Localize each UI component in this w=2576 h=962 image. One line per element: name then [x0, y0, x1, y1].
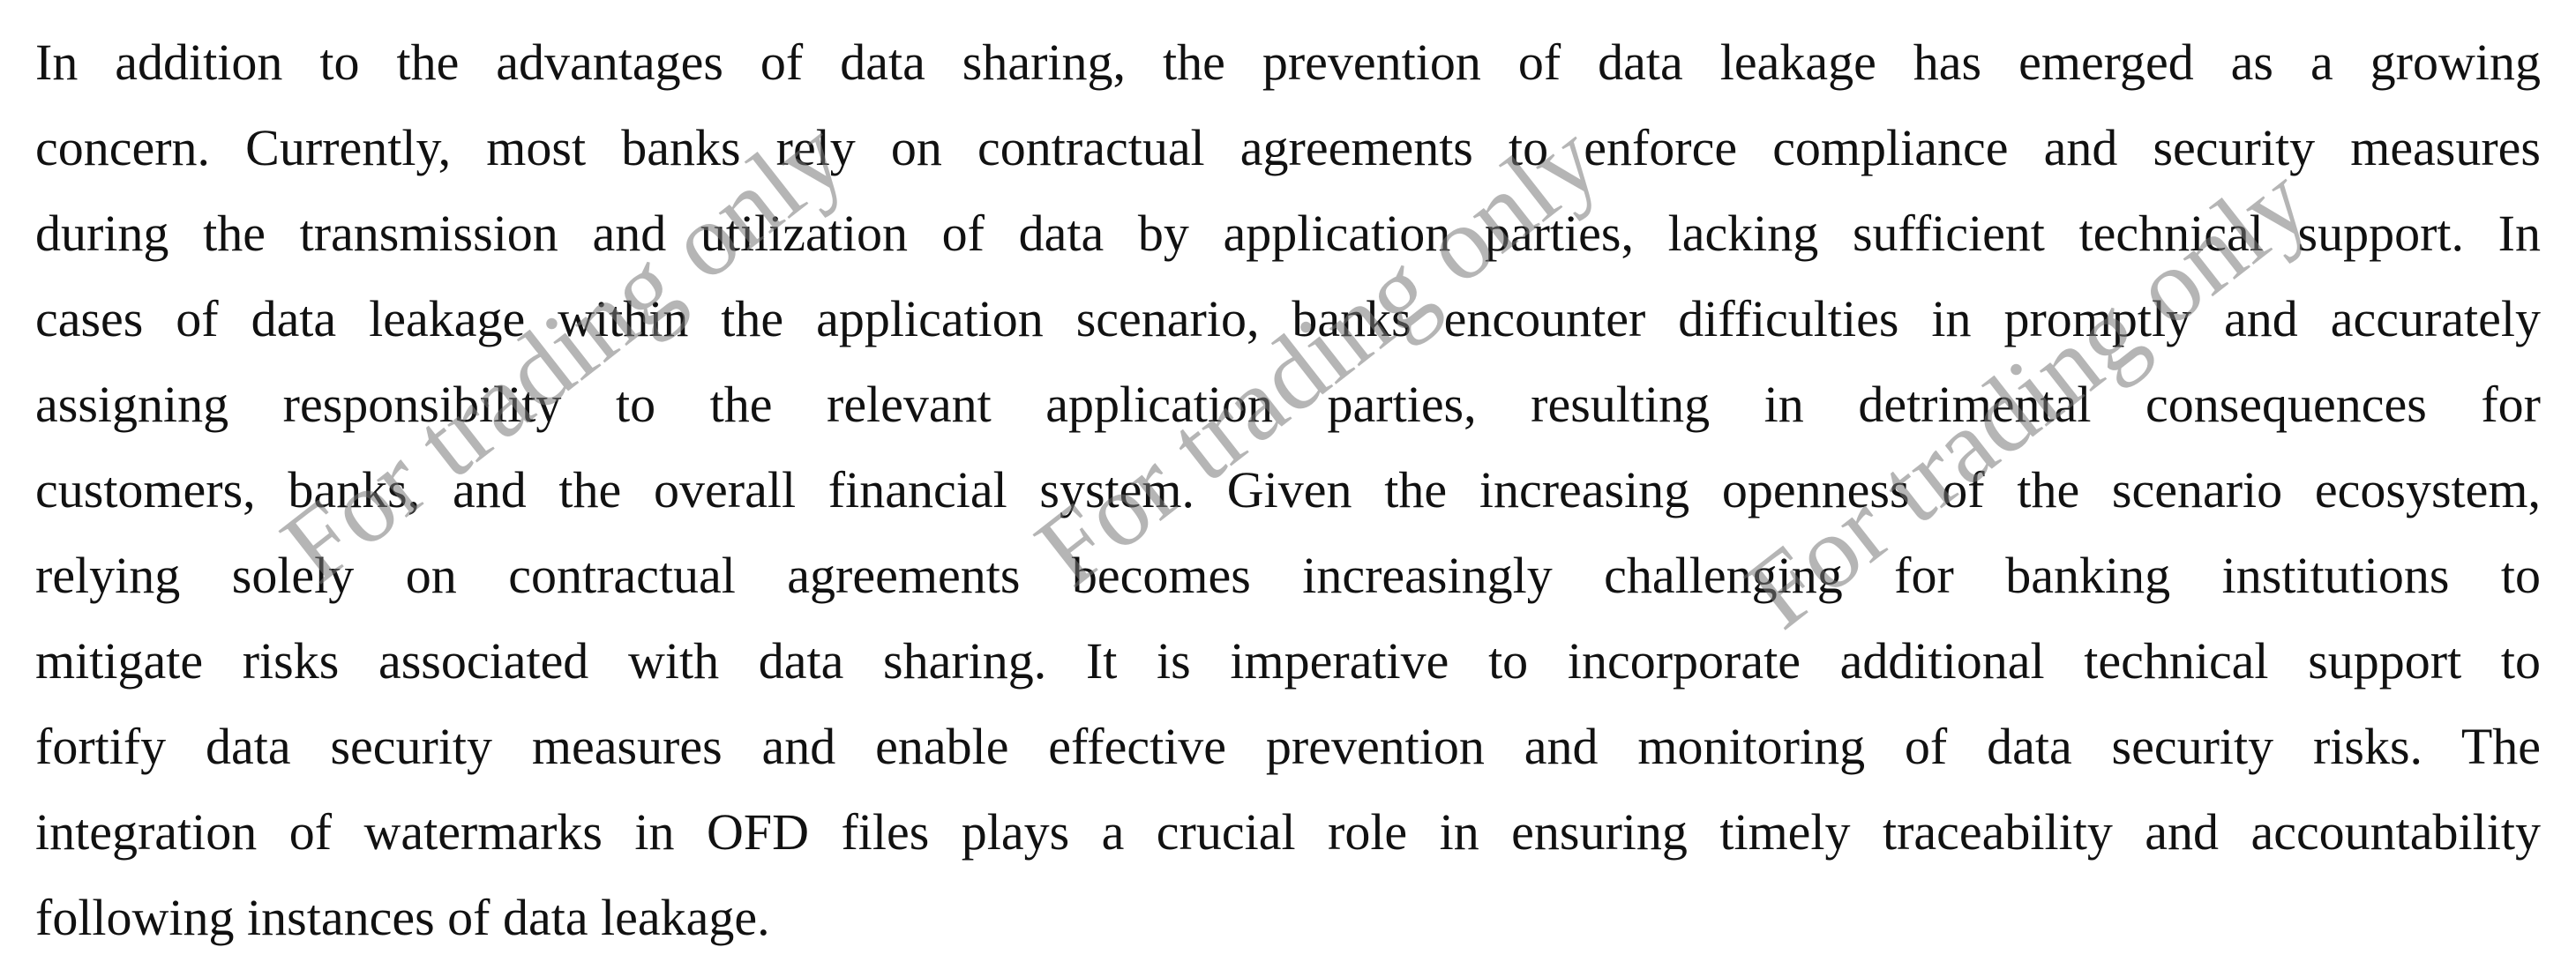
- paragraph-line: during the transmission and utilization of data by application parties, lacking sufficient technical support. In: [35, 205, 2541, 262]
- paragraph-line: fortify data security measures and enable effective prevention and monitoring of data security risks. The: [35, 718, 2541, 775]
- paragraph-line: In addition to the advantages of data sharing, the prevention of data leakage has emerged as a growing: [35, 34, 2541, 91]
- paragraph-line: assigning responsibility to the relevant application parties, resulting in detrimental consequences for: [35, 376, 2541, 433]
- paragraph-line: relying solely on contractual agreements becomes increasingly challenging for banking institutions to: [35, 547, 2541, 604]
- paragraph-line: cases of data leakage within the application scenario, banks encounter difficulties in promptly and accurately: [35, 290, 2541, 347]
- paragraph-line: customers, banks, and the overall financial system. Given the increasing openness of the scenario ecosystem,: [35, 461, 2541, 518]
- paragraph-line: following instances of data leakage.: [35, 889, 770, 946]
- paragraph-line: concern. Currently, most banks rely on contractual agreements to enforce compliance and security measures: [35, 119, 2541, 176]
- document-paragraph: [35, 19, 2541, 954]
- paragraph-line: mitigate risks associated with data sharing. It is imperative to incorporate additional technical support to: [35, 632, 2541, 690]
- paragraph-line: integration of watermarks in OFD files plays a crucial role in ensuring timely traceability and accountability: [35, 803, 2541, 861]
- watermark-text: For trading only: [260, 97, 865, 605]
- watermark-text: For trading only: [1015, 101, 1620, 608]
- watermark-text: For trading only: [1725, 143, 2330, 651]
